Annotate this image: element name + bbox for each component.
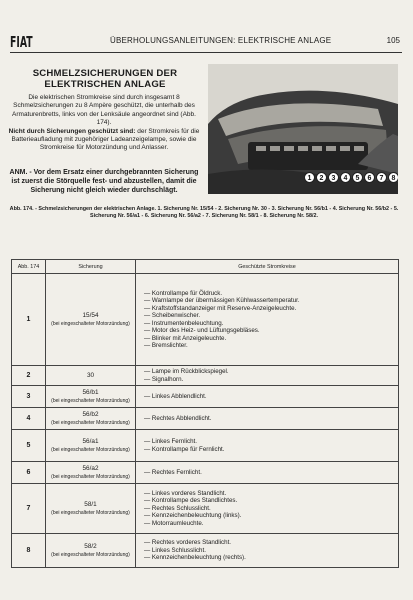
table-row (12, 408, 399, 430)
fuse-number: 56/b2 (82, 410, 99, 418)
not-protected-text: der Stromkreis für die Batterieaufladung mit zugehöriger Ladeanzeigelampe, sowie die Stromkreise für Motorzündung und Anlasser. (11, 127, 200, 152)
row-number: 1 (12, 274, 46, 366)
intro-text (8, 94, 200, 153)
row-number: 5 (12, 430, 46, 462)
not-protected-paragraph (8, 128, 200, 153)
fuse-number: 58/1 (84, 500, 97, 508)
callout-2: 2 (316, 172, 327, 183)
not-protected-lead: Nicht durch Sicherungen geschützt sind: (8, 127, 136, 135)
running-title: ÜBERHOLUNGSANLEITUNGEN: ELEKTRISCHE ANLAGE (110, 36, 332, 45)
circuit-item: — Motor des Heiz- und Lüftungsgebläses. (144, 327, 398, 335)
figure-caption: Abb. 174. - Schmelzsicherungen der elektrischen Anlage. 1. Sicherung Nr. 15/54 - 2. Sicherung Nr. 30 - 3. Sicherung Nr. 56/b1 - 4. Sicherung Nr. 56/b2 - 5. Sicherung Nr. 56/a1 - 6. Sicherung Nr. 56/a2 - 7. Sicherung Nr. 58/1 - 8. Sicherung Nr. 58/2. (9, 206, 399, 219)
row-number: 3 (12, 386, 46, 408)
circuit-item: — Signalhorn. (144, 376, 398, 384)
circuit-item: — Linkes Fernlicht. (144, 438, 398, 446)
circuit-item: — Instrumentenbeleuchtung. (144, 320, 398, 328)
circuit-item: — Linkes Abblendlicht. (144, 393, 398, 401)
fuse-cell (46, 484, 136, 534)
row-number: 6 (12, 462, 46, 484)
callout-3: 3 (328, 172, 339, 183)
callout-6: 6 (364, 172, 375, 183)
table-header-row (12, 260, 399, 274)
col-header-figure: Abb. 174 (12, 260, 46, 274)
circuits-cell (136, 386, 399, 408)
intro-paragraph: Die elektrischen Stromkreise sind durch insgesamt 8 Schmelzsicherungen zu 8 Ampère geschützt, die unterhalb des Armaturenbretts, links von der Lenksäule angeordnet sind (Abb. 174). (12, 94, 196, 127)
table-row (12, 484, 399, 534)
fuse-cell (46, 274, 136, 366)
circuit-list (144, 415, 398, 423)
fuse-note: (bei eingeschalteter Motorzündung) (51, 419, 130, 426)
table-body (12, 274, 399, 568)
fuse-note: (bei eingeschalteter Motorzündung) (51, 509, 130, 516)
circuit-item: — Warnlampe der übermässigen Kühlwassertemperatur. (144, 297, 398, 305)
circuits-cell (136, 462, 399, 484)
circuit-item: — Rechtes Fernlicht. (144, 469, 398, 477)
circuit-list (144, 393, 398, 401)
circuits-cell (136, 274, 399, 366)
row-number: 8 (12, 534, 46, 568)
circuit-item: — Blinker mit Anzeigeleuchte. (144, 335, 398, 343)
circuit-list (144, 490, 398, 528)
table-row (12, 274, 399, 366)
callout-7: 7 (376, 172, 387, 183)
fuse-cell (46, 386, 136, 408)
circuit-item: — Rechtes Abblendlicht. (144, 415, 398, 423)
fuse-box-photo (208, 64, 398, 194)
circuit-list (144, 368, 398, 383)
col-header-circuits: Geschützte Stromkreise (136, 260, 399, 274)
circuit-item: — Kontrollampe für Öldruck. (144, 290, 398, 298)
circuits-cell (136, 408, 399, 430)
page-header (10, 33, 400, 51)
section-title (10, 68, 200, 90)
table-row (12, 386, 399, 408)
fuse-number: 56/a1 (82, 437, 99, 445)
fuse-note: (bei eingeschalteter Motorzündung) (51, 473, 130, 480)
fuse-number: 56/a2 (82, 464, 99, 472)
circuits-cell (136, 534, 399, 568)
circuit-item: — Kontrollampe des Standlichtes. (144, 497, 398, 505)
section-title-line1: SCHMELZSICHERUNGEN DER (32, 68, 178, 79)
fuse-number: 56/b1 (82, 388, 99, 396)
fuse-note: (bei eingeschalteter Motorzündung) (51, 320, 130, 327)
callout-1: 1 (304, 172, 315, 183)
circuits-cell (136, 430, 399, 462)
circuit-item: — Kennzeichenbeleuchtung (links). (144, 512, 398, 520)
fuse-table (11, 259, 399, 568)
circuit-item: — Lampe im Rückblickspiegel. (144, 368, 398, 376)
callout-8: 8 (388, 172, 398, 183)
fuse-note: (bei eingeschalteter Motorzündung) (51, 397, 130, 404)
table-row (12, 534, 399, 568)
fuse-cell (46, 366, 136, 386)
circuit-item: — Rechtes vorderes Standlicht. (144, 539, 398, 547)
callout-4: 4 (340, 172, 351, 183)
note-paragraph: ANM. - Vor dem Ersatz einer durchgebrannten Sicherung ist zuerst die Störquelle fest- und abzustellen, damit die Sicherung nicht gleich wieder durchschlägt. (9, 169, 199, 194)
circuits-cell (136, 484, 399, 534)
row-number: 2 (12, 366, 46, 386)
fuse-cell (46, 534, 136, 568)
circuit-item: — Linkes Schlusslicht. (144, 547, 398, 555)
header-rule (10, 52, 402, 53)
circuit-item: — Kraftstoffstandanzeiger mit Reserve-Anzeigeleuchte. (144, 305, 398, 313)
circuit-item: — Scheibenwischer. (144, 312, 398, 320)
circuit-list (144, 539, 398, 562)
callout-row (304, 172, 398, 183)
fiat-logo: FIAT (10, 33, 33, 51)
circuit-list (144, 469, 398, 477)
circuit-list (144, 438, 398, 453)
fuse-cell (46, 430, 136, 462)
table-row (12, 366, 399, 386)
table-row (12, 462, 399, 484)
circuit-list (144, 290, 398, 350)
col-header-fuse: Sicherung (46, 260, 136, 274)
fuse-note: (bei eingeschalteter Motorzündung) (51, 551, 130, 558)
circuit-item: — Linkes vorderes Standlicht. (144, 490, 398, 498)
callout-5: 5 (352, 172, 363, 183)
table-row (12, 430, 399, 462)
circuit-item: — Kennzeichenbeleuchtung (rechts). (144, 554, 398, 562)
circuit-item: — Motorraumleuchte. (144, 520, 398, 528)
fuse-cell (46, 462, 136, 484)
circuit-item: — Rechtes Schlusslicht. (144, 505, 398, 513)
circuit-item: — Bremslichter. (144, 342, 398, 350)
row-number: 4 (12, 408, 46, 430)
circuit-item: — Kontrollampe für Fernlicht. (144, 446, 398, 454)
fuse-note: (bei eingeschalteter Motorzündung) (51, 446, 130, 453)
page-number: 105 (386, 36, 400, 45)
section-title-line2: ELEKTRISCHEN ANLAGE (44, 79, 166, 90)
fuse-number: 15/54 (82, 311, 99, 319)
fuse-cell (46, 408, 136, 430)
fuse-number: 58/2 (84, 542, 97, 550)
row-number: 7 (12, 484, 46, 534)
fuse-number: 30 (86, 371, 95, 379)
circuits-cell (136, 366, 399, 386)
